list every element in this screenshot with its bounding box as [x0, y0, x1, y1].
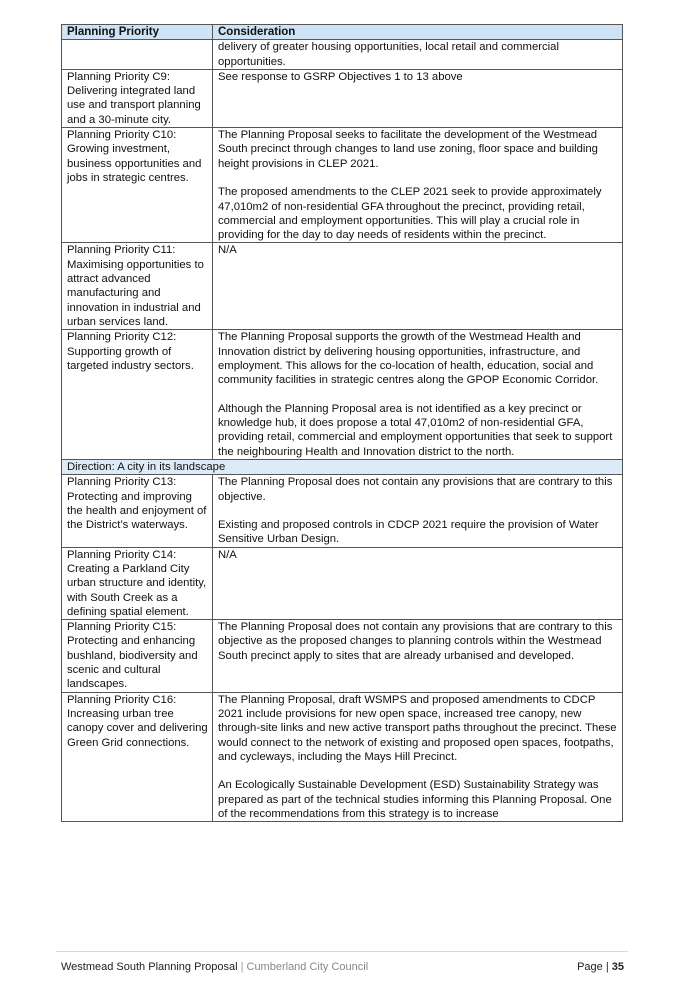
footer-document-info	[61, 961, 368, 973]
footer-page-number: 35	[611, 961, 624, 973]
table-row	[62, 330, 623, 460]
consideration-paragraph: The Planning Proposal seeks to facilitate the development of the Westmead South precinct through changes to land use zoning, floor space and building height provisions in CLEP 2021.	[218, 129, 598, 170]
header-consideration: Consideration	[213, 25, 623, 40]
consideration-paragraph: An Ecologically Sustainable Development (ESD) Sustainability Strategy was prepared as part of the technical studies informing this Planning Proposal. One of the recommendations from this strategy is to increase	[218, 779, 612, 821]
consideration-paragraph: The Planning Proposal does not contain any provisions that are contrary to this objective as the proposed changes to planning controls within the Westmead South precinct apply to sites that are already urbanised and developed.	[218, 621, 613, 662]
footer-divider	[56, 951, 628, 952]
table-row	[62, 692, 623, 822]
consideration-paragraph: Although the Planning Proposal area is not identified as a key precinct or knowledge hub, it does propose a total 47,010m2 of non-residential GFA, providing retail, commercial and employment opportunities that seek to support the neighbouring Health and Innovation district to the north.	[218, 402, 613, 458]
direction-heading: Direction: A city in its landscape	[62, 459, 623, 474]
table-row	[62, 128, 623, 243]
footer-page-info	[577, 961, 624, 973]
consideration-cell	[213, 547, 623, 619]
footer-separator: |	[240, 961, 244, 973]
consideration-paragraph: The Planning Proposal, draft WSMPS and proposed amendments to CDCP 2021 include provisions for new open space, increased tree canopy, new through-site links and new active transport paths throughout the precinct. These would connect to the network of existing and proposed open spaces, footpaths, and cycleways, including the Mays Hill Precinct.	[218, 693, 617, 763]
consideration-cell	[213, 128, 623, 243]
planning-priority-cell: Planning Priority C11: Maximising opportunities to attract advanced manufacturing and innovation in industrial and urban services land.	[62, 243, 213, 330]
consideration-paragraph: N/A	[218, 548, 237, 561]
planning-priority-cell: Planning Priority C9: Delivering integrated land use and transport planning and a 30-minute city.	[62, 69, 213, 127]
table-row	[62, 243, 623, 330]
consideration-paragraph: Existing and proposed controls in CDCP 2021 require the provision of Water Sensitive Urban Design.	[218, 519, 599, 546]
planning-priority-cell: Planning Priority C16: Increasing urban tree canopy cover and delivering Green Grid connections.	[62, 692, 213, 822]
footer-page-separator: |	[605, 961, 609, 973]
consideration-cell	[213, 69, 623, 127]
consideration-cell	[213, 620, 623, 692]
table-row	[62, 475, 623, 547]
planning-priority-cell: Planning Priority C15: Protecting and enhancing bushland, biodiversity and scenic and cultural landscapes.	[62, 620, 213, 692]
consideration-cell	[213, 40, 623, 70]
planning-priority-cell: Planning Priority C12: Supporting growth of targeted industry sectors.	[62, 330, 213, 460]
planning-priority-cell: Planning Priority C14: Creating a Parkland City urban structure and identity, with South Creek as a defining spatial element.	[62, 547, 213, 619]
header-planning-priority: Planning Priority	[62, 25, 213, 40]
consideration-cell	[213, 692, 623, 822]
table-body	[62, 40, 623, 822]
consideration-paragraph: See response to GSRP Objectives 1 to 13 above	[218, 70, 463, 83]
consideration-paragraph: The proposed amendments to the CLEP 2021 seek to provide approximately 47,010m2 of non-residential GFA throughout the precinct, providing retail, commercial and employment opportunities. This will play a crucial role in providing for the day to day needs of residents within the precinct.	[218, 186, 602, 242]
table-header-row	[62, 25, 623, 40]
consideration-cell	[213, 330, 623, 460]
planning-priority-cell: Planning Priority C10: Growing investment, business opportunities and jobs in strategic centres.	[62, 128, 213, 243]
consideration-paragraph: The Planning Proposal supports the growth of the Westmead Health and Innovation district by delivering housing opportunities, infrastructure, and employment. This allows for the co-location of health, education, social and community facilities in strategic centres along the GPOP Economic Corridor.	[218, 331, 599, 387]
table-row	[62, 69, 623, 127]
consideration-cell	[213, 243, 623, 330]
planning-priority-cell: Planning Priority C13: Protecting and improving the health and enjoyment of the District’s waterways.	[62, 475, 213, 547]
direction-row	[62, 459, 623, 474]
footer-page-label: Page	[577, 961, 603, 973]
table-row	[62, 40, 623, 70]
footer-council-name: Cumberland City Council	[246, 961, 369, 973]
footer-document-title: Westmead South Planning Proposal	[61, 961, 238, 973]
consideration-paragraph: N/A	[218, 244, 237, 257]
consideration-paragraph: The Planning Proposal does not contain any provisions that are contrary to this objective.	[218, 476, 613, 503]
table-row	[62, 620, 623, 692]
consideration-paragraph: delivery of greater housing opportunities, local retail and commercial opportunities.	[218, 41, 559, 68]
consideration-cell	[213, 475, 623, 547]
planning-priority-cell	[62, 40, 213, 70]
table-row	[62, 547, 623, 619]
planning-priority-table	[61, 24, 623, 822]
